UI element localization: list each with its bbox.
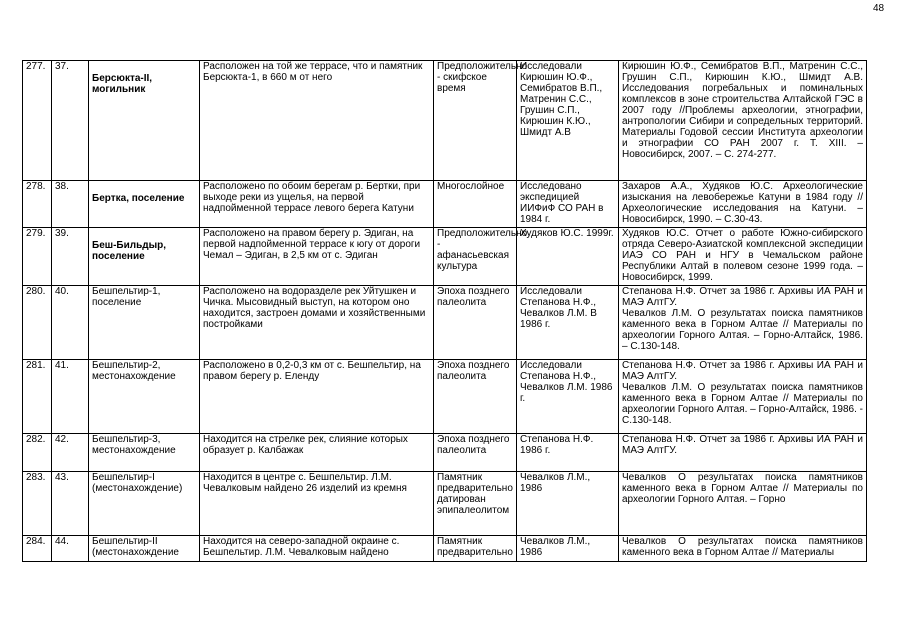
- row-subnumber: 38.: [52, 181, 89, 228]
- row-number: 277.: [23, 61, 52, 181]
- table-row: [23, 181, 867, 228]
- researchers-cell: Исследовали Степанова Н.Ф., Чевалков Л.М. В 1986 г.: [517, 286, 619, 360]
- table-row: [23, 360, 867, 434]
- researchers-cell: Исследовано экспедицией ИИФиФ СО РАН в 1984 г.: [517, 181, 619, 228]
- literature-cell: [619, 61, 867, 181]
- literature-entry: Захаров А.А., Худяков Ю.С. Археологические изыскания на левобережье Катуни в 1984 году //Археологические исследования на Катуни. – Новосибирск, 1990. – С.30-43.: [622, 181, 863, 225]
- page-number: 48: [873, 3, 885, 14]
- literature-cell: [619, 286, 867, 360]
- location-cell: Расположено на водоразделе рек Уйтушкен и Чичка. Мысовидный выступ, на котором оно находится, застроен домами и хозяйственными постройками: [200, 286, 434, 360]
- row-number: 282.: [23, 434, 52, 472]
- monument-name-cell: [89, 181, 200, 228]
- researchers-cell: Чевалков Л.М., 1986: [517, 536, 619, 562]
- literature-entry: Чевалков О результатах поиска памятников каменного века в Горном Алтае // Материалы: [622, 536, 863, 558]
- monument-name: Бертка, поселение: [92, 193, 185, 204]
- literature-cell: [619, 228, 867, 286]
- row-subnumber: 43.: [52, 472, 89, 536]
- table-row: [23, 61, 867, 181]
- literature-entry: Чевалков Л.М. О результатах поиска памятников каменного века в Горном Алтае // Материалы по археологии Горного Алтая. – Горно-Алтайск, 1986. - С.130-148.: [622, 382, 863, 426]
- period-cell: Памятник предварительно датирован эпипалеолитом: [434, 472, 517, 536]
- monument-name: Беш-Бильдыр, поселение: [92, 240, 167, 262]
- literature-cell: [619, 472, 867, 536]
- row-number: 284.: [23, 536, 52, 562]
- researchers-cell: Степанова Н.Ф. 1986 г.: [517, 434, 619, 472]
- monument-name-cell: [89, 360, 200, 434]
- literature-entry: Степанова Н.Ф. Отчет за 1986 г. Архивы ИА РАН и МАЭ АлтГУ.: [622, 360, 863, 382]
- monument-name: Бешпельтир-1, поселение: [92, 286, 161, 308]
- period-cell: Эпоха позднего палеолита: [434, 360, 517, 434]
- table-row: [23, 286, 867, 360]
- table-row: [23, 472, 867, 536]
- researchers-cell: Чевалков Л.М., 1986: [517, 472, 619, 536]
- literature-cell: [619, 434, 867, 472]
- period-cell: Памятник предварительно: [434, 536, 517, 562]
- location-cell: Расположено в 0,2-0,3 км от с. Бешпельтир, на правом берегу р. Еленду: [200, 360, 434, 434]
- table-row: [23, 434, 867, 472]
- location-cell: Находится на северо-западной окраине с. Бешпельтир. Л.М. Чевалковым найдено: [200, 536, 434, 562]
- monument-name-cell: [89, 61, 200, 181]
- monument-name: Бешпельтир-II (местонахождение: [92, 536, 179, 558]
- researchers-cell: Исследовали Кирюшин Ю.Ф., Семибратов В.П., Матренин С.С., Грушин С.П., Кирюшин К.Ю., Шмидт А.В: [517, 61, 619, 181]
- monument-name-cell: [89, 228, 200, 286]
- literature-cell: [619, 536, 867, 562]
- literature-entry: Кирюшин Ю.Ф., Семибратов В.П., Матренин С.С., Грушин С.П., Кирюшин К.Ю., Шмидт А.В. Исследования погребальных и поминальных комплексов в зоне строительства Алтайской ГЭС в 2007 году //Проблемы археологии, этнографии, антропологии Сибири и сопредельных территорий. Материалы Годовой сессии Института археологии и этнографии СО РАН 2007 г. Т. XIII. – Новосибирск, 2007. – С. 274-277.: [622, 61, 863, 160]
- researchers-cell: Худяков Ю.С. 1999г.: [517, 228, 619, 286]
- table-row: [23, 228, 867, 286]
- row-number: 283.: [23, 472, 52, 536]
- literature-entry: Степанова Н.Ф. Отчет за 1986 г. Архивы ИА РАН и МАЭ АлтГУ.: [622, 286, 863, 308]
- period-cell: Предположительно - скифское время: [434, 61, 517, 181]
- row-subnumber: 41.: [52, 360, 89, 434]
- literature-entry: Степанова Н.Ф. Отчет за 1986 г. Архивы ИА РАН и МАЭ АлтГУ.: [622, 434, 863, 456]
- literature-entry: Чевалков Л.М. О результатах поиска памятников каменного века в Горном Алтае // Материалы по археологии Горного Алтая. – Горно-Алтайск, 1986. – С.130-148.: [622, 308, 863, 352]
- monument-name: Берсюкта-II, могильник: [92, 73, 153, 95]
- monument-name-cell: [89, 434, 200, 472]
- table-row: [23, 536, 867, 562]
- location-cell: Расположено по обоим берегам р. Бертки, при выходе реки из ущелья, на первой надпойменной террасе левого берега Катуни: [200, 181, 434, 228]
- monument-name: Бешпельтир-I (местонахождение): [92, 472, 183, 494]
- period-cell: Эпоха позднего палеолита: [434, 434, 517, 472]
- location-cell: Расположено на правом берегу р. Эдиган, на первой надпойменной террасе к югу от дороги Чемал – Эдиган, в 2,5 км от с. Эдиган: [200, 228, 434, 286]
- monument-name: Бешпельтир-3, местонахождение: [92, 434, 176, 456]
- row-number: 278.: [23, 181, 52, 228]
- period-cell: Эпоха позднего палеолита: [434, 286, 517, 360]
- monument-name-cell: [89, 536, 200, 562]
- literature-cell: [619, 181, 867, 228]
- row-subnumber: 40.: [52, 286, 89, 360]
- row-number: 281.: [23, 360, 52, 434]
- period-cell: Многослойное: [434, 181, 517, 228]
- row-number: 279.: [23, 228, 52, 286]
- monument-name: Бешпельтир-2, местонахождение: [92, 360, 176, 382]
- row-subnumber: 44.: [52, 536, 89, 562]
- literature-cell: [619, 360, 867, 434]
- monument-name-cell: [89, 472, 200, 536]
- location-cell: Находится в центре с. Бешпельтир. Л.М. Чевалковым найдено 26 изделий из кремня: [200, 472, 434, 536]
- researchers-cell: Исследовали Степанова Н.Ф., Чевалков Л.М. 1986 г.: [517, 360, 619, 434]
- row-subnumber: 42.: [52, 434, 89, 472]
- literature-entry: Чевалков О результатах поиска памятников каменного века в Горном Алтае // Материалы по археологии Горного Алтая. – Горно: [622, 472, 863, 505]
- period-cell: Предположительно - афанасьевская культура: [434, 228, 517, 286]
- row-subnumber: 37.: [52, 61, 89, 181]
- monuments-table: [22, 60, 867, 562]
- row-number: 280.: [23, 286, 52, 360]
- monument-name-cell: [89, 286, 200, 360]
- literature-entry: Худяков Ю.С. Отчет о работе Южно-сибирского отряда Северо-Азиатской комплексной экспедиции ИАЭ СО РАН и НГУ в Чемальском районе Республики Алтай в полевом сезоне 1999 года. – Новосибирск, 1999.: [622, 228, 863, 283]
- location-cell: Находится на стрелке рек, слияние которых образует р. Калбажак: [200, 434, 434, 472]
- row-subnumber: 39.: [52, 228, 89, 286]
- location-cell: Расположен на той же террасе, что и памятник Берсюкта-1, в 660 м от него: [200, 61, 434, 181]
